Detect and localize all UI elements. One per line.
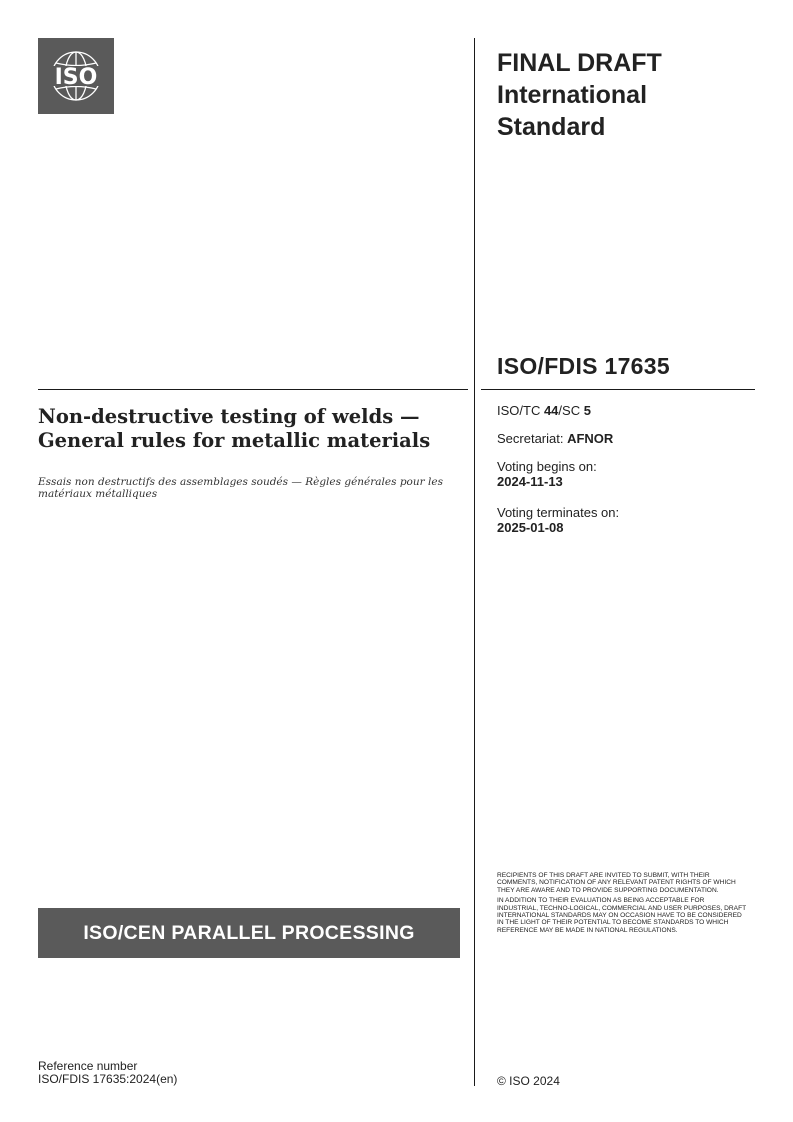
notice-paragraph-1: RECIPIENTS OF THIS DRAFT ARE INVITED TO SUBMIT, WITH THEIR COMMENTS, NOTIFICATION OF ANY RELEVANT PATENT RIGHTS OF WHICH THEY ARE AWARE AND TO PROVIDE SUPPORTING DOCUMENTATION.: [497, 872, 736, 894]
committee-tc: 44: [543, 403, 559, 418]
title-line-2: General rules for metallic materials: [38, 429, 431, 452]
iso-logo-text: ISO: [54, 65, 98, 90]
status-line-1: FINAL DRAFT: [497, 49, 662, 77]
committee-sc: 5: [583, 403, 591, 418]
right-horizontal-divider: [481, 389, 755, 390]
draft-notice: [497, 872, 747, 937]
voting-begins-date: 2024-11-13: [497, 474, 563, 489]
committee-mid: /SC: [558, 403, 584, 418]
voting-begins-label: Voting begins on:: [497, 459, 597, 474]
document-number: ISO/FDIS 17635: [497, 353, 670, 379]
secretariat-label: Secretariat:: [497, 431, 568, 446]
status-line-3: Standard: [497, 113, 606, 141]
status-line-2: International: [497, 81, 648, 109]
voting-terminates-date: 2025-01-08: [497, 520, 564, 535]
committee-prefix: ISO/TC: [497, 403, 544, 418]
secretariat-value: AFNOR: [567, 431, 614, 446]
title-line-1: Non-destructive testing of welds —: [38, 405, 420, 428]
french-title: Essais non destructifs des assemblages soudés — Règles générales pour les matériaux métalliques: [38, 476, 443, 500]
parallel-processing-banner: ISO/CEN PARALLEL PROCESSING: [38, 908, 460, 958]
document-title: [38, 405, 468, 453]
reference-number: [38, 1060, 177, 1086]
vertical-divider: [474, 38, 475, 1086]
voting-begins: [497, 459, 597, 489]
iso-logo: [38, 38, 114, 114]
voting-terminates: [497, 505, 619, 535]
secretariat-line: [497, 431, 613, 446]
notice-paragraph-2: IN ADDITION TO THEIR EVALUATION AS BEING ACCEPTABLE FOR INDUSTRIAL, TECHNO-LOGICAL, COMMERCIAL AND USER PURPOSES, DRAFT INTERNATIONAL STANDARDS MAY ON OCCASION HAVE TO BE CONSIDERED IN THE LIGHT OF THEIR POTENTIAL TO BECOME STANDARDS TO WHICH REFERENCE MAY BE MADE IN NATIONAL REGULATIONS.: [497, 897, 747, 934]
document-status: [497, 47, 662, 143]
reference-label: Reference number: [38, 1059, 138, 1073]
reference-value: ISO/FDIS 17635:2024(en): [38, 1072, 178, 1086]
voting-terminates-label: Voting terminates on:: [497, 505, 620, 520]
globe-icon: [38, 38, 114, 114]
copyright: © ISO 2024: [497, 1074, 560, 1088]
left-horizontal-divider: [38, 389, 468, 390]
committee-line: [497, 403, 591, 418]
